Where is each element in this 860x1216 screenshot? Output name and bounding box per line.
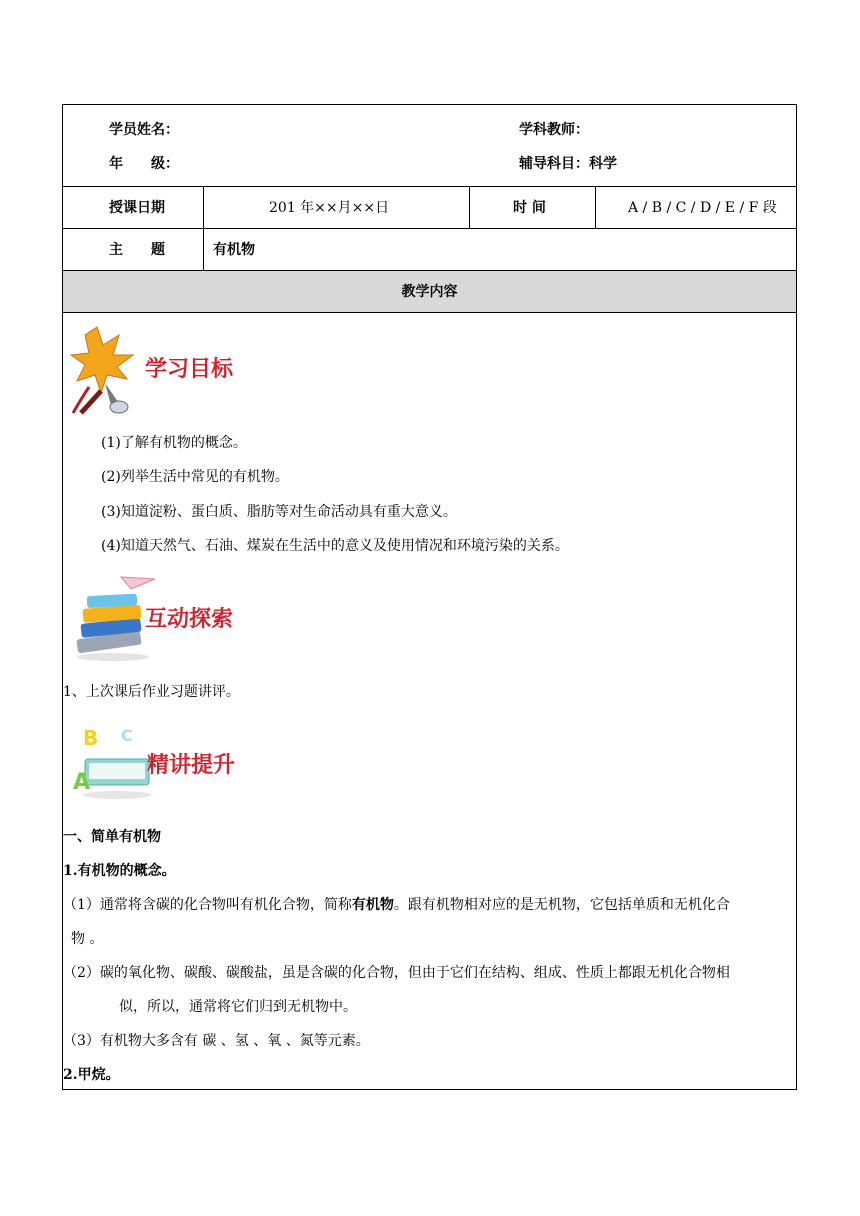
lecture-subheading-1: 1.有机物的概念。 [63, 863, 176, 879]
student-name-label: 学员姓名： [109, 122, 179, 138]
interact-item: 1、上次课后作业习题讲评。 [63, 684, 240, 700]
lecture-subheading-2: 2.甲烷。 [63, 1067, 120, 1083]
goal-item-4: (4)知道天然气、石油、煤炭在生活中的意义及使用情况和环境污染的关系。 [101, 538, 569, 554]
paragraph-1-text-a: （1）通常将含碳的化合物叫有机化合物，简称 [63, 897, 352, 913]
paragraph-1-keyword: 有机物 [351, 897, 394, 913]
abc-book-icon [71, 723, 157, 803]
paragraph-1 [63, 896, 796, 914]
svg-text:A: A [73, 770, 91, 795]
paragraph-1-continued: 物 。 [71, 931, 104, 947]
goal-item-3: (3)知道淀粉、蛋白质、脂肪等对生命活动具有重大意义。 [101, 504, 457, 520]
content-title-row [63, 271, 796, 313]
topic-row [63, 229, 796, 271]
date-value: 201 年××月××日 [269, 200, 390, 216]
lecture-banner: 精讲提升 [147, 753, 236, 778]
date-label: 授课日期 [109, 200, 165, 216]
interact-banner: 互动探索 [145, 607, 234, 632]
goals-banner: 学习目标 [145, 357, 234, 382]
date-row [63, 187, 796, 229]
time-value: A / B / C / D / E / F 段 [628, 200, 777, 216]
info-row [63, 105, 796, 187]
svg-text:C: C [121, 726, 133, 745]
teacher-label: 学科教师： [519, 122, 589, 138]
time-label: 时 间 [513, 200, 546, 216]
content-title: 教学内容 [401, 284, 458, 300]
goal-item-1: (1)了解有机物的概念。 [101, 435, 247, 451]
topic-label: 主 题 [109, 242, 165, 258]
paragraph-2: （2）碳的氧化物、碳酸、碳酸盐，虽是含碳的化合物，但由于它们在结构、组成、性质上都跟无机化合物相 [63, 965, 730, 981]
svg-text:B: B [83, 726, 99, 750]
lecture-heading-1: 一、简单有机物 [63, 829, 161, 845]
subject-label: 辅导科目：科学 [519, 156, 617, 172]
paragraph-2-continued: 似，所以，通常将它们归到无机物中。 [119, 999, 357, 1015]
paragraph-3: （3）有机物大多含有 碳 、氢 、氧 、氮等元素。 [63, 1033, 370, 1049]
lesson-sheet [62, 104, 797, 1090]
topic-value: 有机物 [213, 242, 255, 258]
grade-label: 年 级： [109, 156, 179, 172]
paragraph-1-text-b: 。跟有机物相对应的是无机物，它包括单质和无机化合 [393, 897, 730, 913]
goal-item-2: (2)列举生活中常见的有机物。 [101, 469, 289, 485]
